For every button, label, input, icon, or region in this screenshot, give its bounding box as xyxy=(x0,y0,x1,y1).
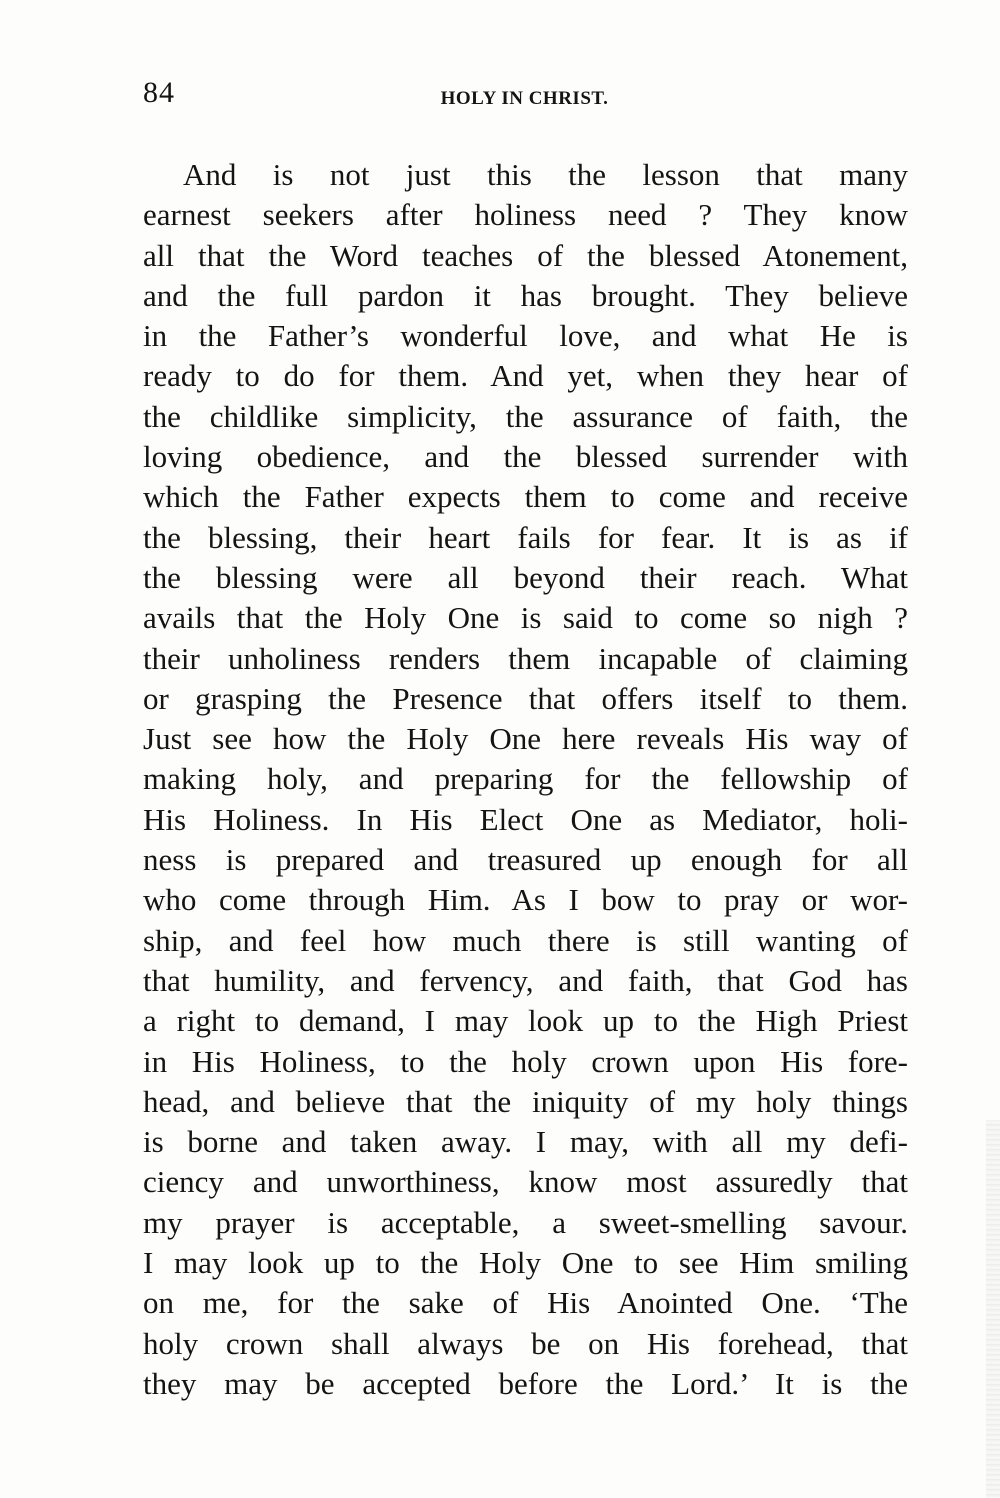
text-line: making holy, and preparing for the fellowship of xyxy=(143,761,908,797)
text-line: their unholiness renders them incapable of claiming xyxy=(143,640,908,676)
text-line: ciency and unworthiness, know most assuredly that xyxy=(143,1164,908,1200)
text-line: or grasping the Presence that offers itself to them. xyxy=(143,680,908,716)
text-line: I may look up to the Holy One to see Him smiling xyxy=(143,1245,908,1281)
text-line: in His Holiness, to the holy crown upon His fore- xyxy=(143,1043,908,1079)
page-number: 84 xyxy=(143,76,175,109)
text-line: avails that the Holy One is said to come so nigh ? xyxy=(143,600,908,636)
text-line: ready to do for them. And yet, when they hear of xyxy=(143,358,908,394)
text-line: is borne and taken away. I may, with all my defi- xyxy=(143,1124,908,1160)
body-text xyxy=(143,155,908,1404)
text-line: which the Father expects them to come and receive xyxy=(143,479,908,515)
text-line: all that the Word teaches of the blessed Atonement, xyxy=(143,237,908,273)
text-line: head, and believe that the iniquity of my holy things xyxy=(143,1083,908,1119)
text-line: His Holiness. In His Elect One as Mediator, holi- xyxy=(143,801,908,837)
text-line: in the Father’s wonderful love, and what He is xyxy=(143,318,908,354)
text-line: ness is prepared and treasured up enough for all xyxy=(143,842,908,878)
text-line: and the full pardon it has brought. They believe xyxy=(143,277,908,313)
text-line: the blessing were all beyond their reach. What xyxy=(143,559,908,595)
text-line: the childlike simplicity, the assurance of faith, the xyxy=(143,398,908,434)
text-line: And is not just this the lesson that many xyxy=(183,157,908,192)
text-line: on me, for the sake of His Anointed One. ‘The xyxy=(143,1285,908,1321)
text-line: the blessing, their heart fails for fear. It is as if xyxy=(143,519,908,555)
running-head xyxy=(143,76,908,116)
text-line: my prayer is acceptable, a sweet-smelling savour. xyxy=(143,1204,908,1240)
text-line: ship, and feel how much there is still wanting of xyxy=(143,922,908,958)
text-line: who come through Him. As I bow to pray or wor- xyxy=(143,882,908,918)
text-line: they may be accepted before the Lord.’ It is the xyxy=(143,1365,908,1401)
text-line: a right to demand, I may look up to the High Priest xyxy=(143,1003,908,1039)
text-line: Just see how the Holy One here reveals His way of xyxy=(143,721,908,757)
text-line: earnest seekers after holiness need ? They know xyxy=(143,197,908,233)
text-line: that humility, and fervency, and faith, that God has xyxy=(143,962,908,998)
running-title: HOLY IN CHRIST. xyxy=(440,88,609,109)
text-line: holy crown shall always be on His forehead, that xyxy=(143,1325,908,1361)
text-line: loving obedience, and the blessed surrender with xyxy=(143,439,908,475)
page-edge-shadow xyxy=(986,1120,1000,1498)
